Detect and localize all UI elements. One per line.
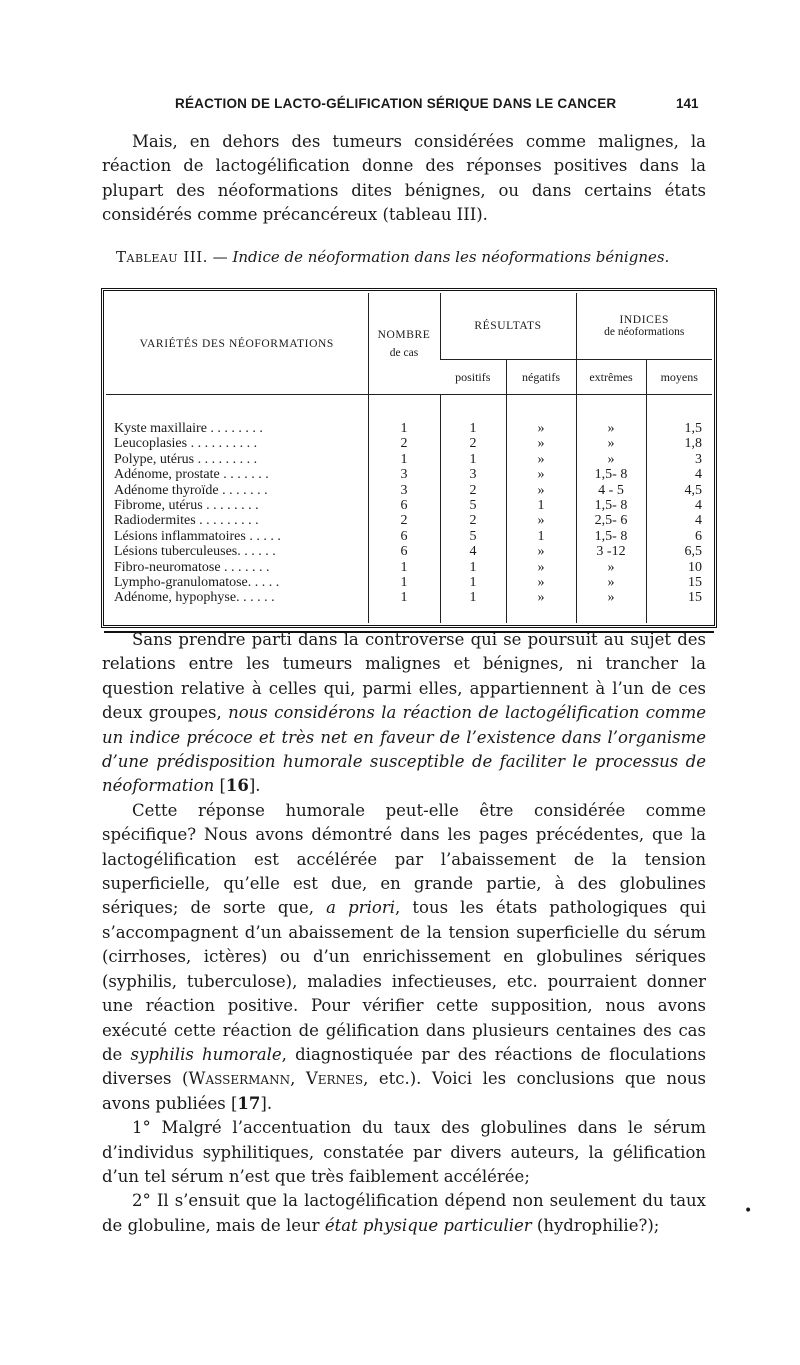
table-frame	[101, 288, 717, 628]
author-vernes: Vernes	[305, 1069, 364, 1089]
row-cas: 6	[368, 544, 440, 559]
row-cas: 6	[368, 498, 440, 513]
table-row	[106, 498, 712, 513]
row-extremes: 1,5- 8	[576, 529, 646, 544]
table-row	[106, 529, 712, 544]
row-positifs: 1	[440, 560, 506, 575]
table-caption-label: Tableau III.	[116, 248, 208, 266]
row-cas: 3	[368, 483, 440, 498]
header-nombre: NOMBRE de cas	[368, 293, 440, 395]
row-negatifs: »	[506, 575, 576, 590]
row-negatifs: »	[506, 467, 576, 482]
row-negatifs: »	[506, 544, 576, 559]
intro-paragraph: Mais, en dehors des tumeurs considérées comme malignes, la réaction de lactogélification donne des réponses positives dans la plupart des néoformations dites bénignes, ou dans certains états considérés comme précancéreux (tableau III).	[102, 132, 706, 225]
table-caption-title: Indice de néoformation dans les néoformations bénignes.	[232, 248, 670, 266]
row-positifs: 2	[440, 436, 506, 451]
row-extremes: »	[576, 436, 646, 451]
header-resultats: RÉSULTATS	[440, 293, 576, 360]
row-extremes: »	[576, 452, 646, 467]
row-moyens: 6	[646, 529, 712, 544]
row-positifs: 1	[440, 452, 506, 467]
row-variety: Leucoplasies . . . . . . . . . .	[114, 436, 258, 452]
row-positifs: 2	[440, 483, 506, 498]
table-row	[106, 560, 712, 575]
reference-17: 17	[237, 1093, 261, 1113]
emphasis-conclusion: nous considérons la réaction de lactogélification comme un indice précoce et très net en faveur de l’existence dans l’organisme d’une prédisposition humorale susceptible de faciliter le processus de néoformation	[102, 703, 706, 796]
row-positifs: 2	[440, 513, 506, 528]
row-cas: 1	[368, 575, 440, 590]
table-row	[106, 421, 712, 436]
row-variety: Adénome, prostate . . . . . . .	[114, 467, 269, 483]
row-negatifs: »	[506, 590, 576, 605]
margin-speck: •	[744, 1203, 753, 1219]
conclusion-2: 2° Il s’ensuit que la lactogélification dépend non seulement du taux de globuline, mais de leur état physique particulier (hydrophilie?);	[102, 1191, 706, 1235]
row-variety: Fibrome, utérus . . . . . . . .	[114, 498, 259, 514]
row-extremes: »	[576, 421, 646, 436]
row-moyens: 10	[646, 560, 712, 575]
row-extremes: 2,5- 6	[576, 513, 646, 528]
row-moyens: 15	[646, 575, 712, 590]
header-positifs: positifs	[440, 360, 506, 395]
table-caption-dash: —	[207, 248, 233, 266]
row-moyens: 3	[646, 452, 712, 467]
row-negatifs: »	[506, 436, 576, 451]
table-row	[106, 483, 712, 498]
row-variety: Lésions tuberculeuses. . . . . .	[114, 544, 276, 560]
row-variety: Fibro-neuromatose . . . . . . .	[114, 559, 270, 575]
row-cas: 3	[368, 467, 440, 482]
row-cas: 6	[368, 529, 440, 544]
row-moyens: 1,5	[646, 421, 712, 436]
table-body	[106, 395, 712, 624]
conclusion-1: 1° Malgré l’accentuation du taux des globulines dans le sérum d’individus syphilitiques, constatée par divers auteurs, la gélification d’un tel sérum n’est que très faiblement accélérée;	[102, 1118, 706, 1186]
table-row	[106, 452, 712, 467]
row-cas: 1	[368, 590, 440, 605]
row-extremes: 3 -12	[576, 544, 646, 559]
row-positifs: 1	[440, 575, 506, 590]
body-text	[102, 628, 706, 1238]
row-moyens: 4	[646, 467, 712, 482]
table-caption	[116, 248, 716, 266]
table-row	[106, 513, 712, 528]
row-negatifs: »	[506, 421, 576, 436]
row-extremes: 1,5- 8	[576, 467, 646, 482]
row-moyens: 4,5	[646, 483, 712, 498]
row-positifs: 4	[440, 544, 506, 559]
header-varietes: VARIÉTÉS DES NÉOFORMATIONS	[139, 337, 334, 350]
row-moyens: 6,5	[646, 544, 712, 559]
row-extremes: »	[576, 575, 646, 590]
intro-paragraph-block	[102, 130, 706, 228]
row-moyens: 15	[646, 590, 712, 605]
row-negatifs: »	[506, 560, 576, 575]
row-extremes: 4 - 5	[576, 483, 646, 498]
row-negatifs: »	[506, 513, 576, 528]
row-variety: Radiodermites . . . . . . . . .	[114, 513, 259, 529]
row-positifs: 1	[440, 590, 506, 605]
row-negatifs: 1	[506, 498, 576, 513]
row-moyens: 4	[646, 498, 712, 513]
header-negatifs: négatifs	[506, 360, 576, 395]
row-negatifs: »	[506, 452, 576, 467]
running-head: RÉACTION DE LACTO-GÉLIFICATION SÉRIQUE DANS LE CANCER	[175, 96, 617, 111]
paragraph-specificite: Cette réponse humorale peut-elle être considérée comme spécifique? Nous avons démontré dans les pages précédentes, que la lactogélification est accélérée par l’abaissement de la tension superficielle, qu’elle est due, en grande partie, à des globulines sériques; de sorte que, a priori, tous les états pathologiques qui s’accompagnent d’un abaissement de la tension superficielle du sérum (cirrhoses, ictères) ou d’un enrichissement en globulines sériques (syphilis, tuberculose), maladies infectieuses, etc. pourraient donner une réaction positive. Pour vérifier cette supposition, nous avons exécuté cette réaction de gélification dans plusieurs centaines des cas de syphilis humorale, diagnostiquée par des réactions de floculations diverses (Wassermann, Vernes, etc.). Voici les conclusions que nous avons publiées [17].	[102, 800, 706, 1113]
row-moyens: 1,8	[646, 436, 712, 451]
row-cas: 2	[368, 436, 440, 451]
table-row	[106, 467, 712, 482]
row-extremes: »	[576, 590, 646, 605]
row-positifs: 5	[440, 498, 506, 513]
row-cas: 1	[368, 560, 440, 575]
header-moyens: moyens	[646, 360, 712, 395]
row-cas: 1	[368, 452, 440, 467]
page-number: 141	[676, 96, 699, 111]
neoformation-table	[106, 293, 712, 623]
table-row	[106, 590, 712, 605]
row-variety: Polype, utérus . . . . . . . . .	[114, 451, 258, 467]
row-variety: Lympho-granulomatose. . . . .	[114, 575, 280, 591]
header-indices: INDICES de néoformations	[576, 293, 712, 360]
row-variety: Kyste maxillaire . . . . . . . .	[114, 421, 263, 436]
row-extremes: »	[576, 560, 646, 575]
row-positifs: 1	[440, 421, 506, 436]
row-variety: Lésions inflammatoires . . . . .	[114, 528, 281, 544]
row-moyens: 4	[646, 513, 712, 528]
row-cas: 2	[368, 513, 440, 528]
row-negatifs: 1	[506, 529, 576, 544]
row-cas: 1	[368, 421, 440, 436]
row-positifs: 3	[440, 467, 506, 482]
row-positifs: 5	[440, 529, 506, 544]
table-row	[106, 544, 712, 559]
row-negatifs: »	[506, 483, 576, 498]
paragraph-controverse: Sans prendre parti dans la controverse qui se poursuit au sujet des relations entre les tumeurs malignes et bénignes, ni trancher la question relative à celles qui, parmi elles, appartiennent à l’un de ces deux groupes, nous considérons la réaction de lactogélification comme un indice précoce et très net en faveur de l’existence dans l’organisme d’une prédisposition humorale susceptible de faciliter le processus de néoformation [16].	[102, 630, 706, 796]
row-extremes: 1,5- 8	[576, 498, 646, 513]
row-variety: Adénome thyroïde . . . . . . .	[114, 482, 268, 498]
header-extremes: extrêmes	[576, 360, 646, 395]
reference-16: 16	[225, 776, 249, 796]
author-wassermann: Wassermann	[188, 1069, 291, 1089]
table-row	[106, 436, 712, 451]
row-variety: Adénome, hypophyse. . . . . .	[114, 590, 275, 606]
table-row	[106, 575, 712, 590]
